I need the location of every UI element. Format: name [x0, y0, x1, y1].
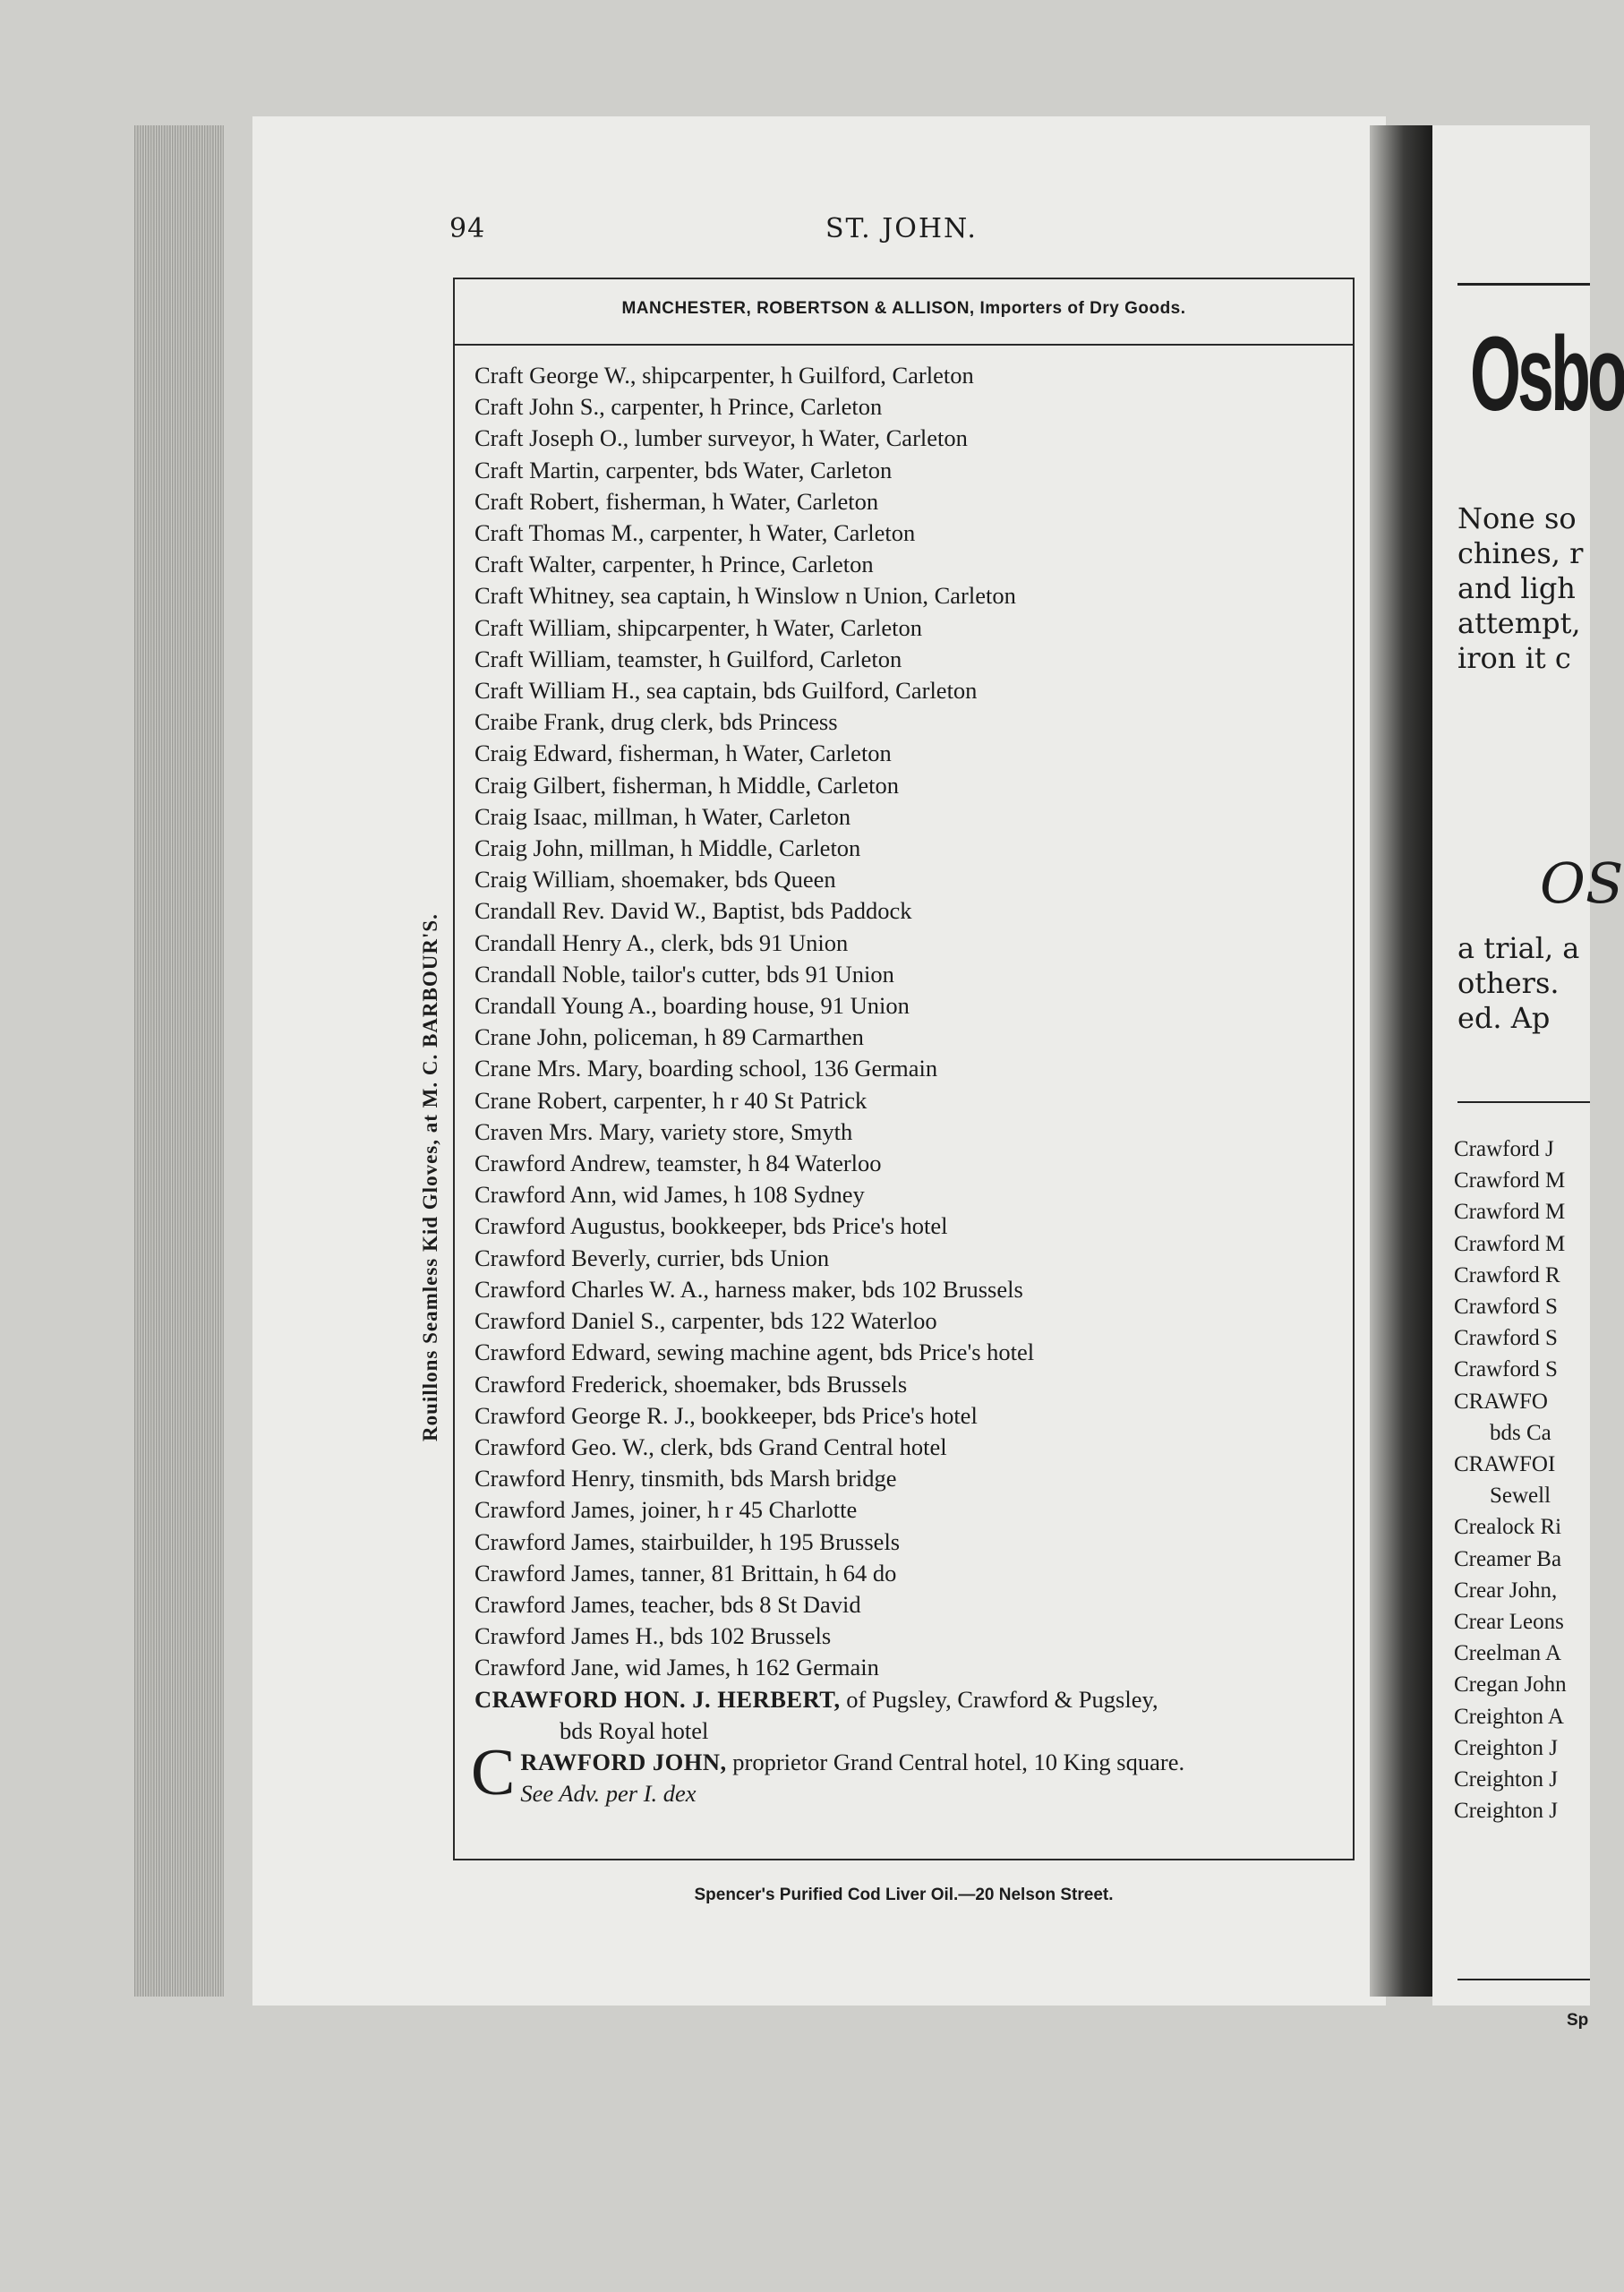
featured-listing-herbert [474, 1684, 1346, 1715]
right-listing-entry: Sewell [1490, 1484, 1551, 1509]
listing-entry: Craibe Frank, drug clerk, bds Princess [474, 708, 838, 736]
right-listing-entry: CRAWFO [1454, 1389, 1548, 1414]
listing-entry: Craft William, teamster, h Guilford, Carleton [474, 645, 902, 672]
right-listing-entry: Crawford R [1454, 1262, 1560, 1287]
listing-detail: of Pugsley, Crawford & Pugsley, [840, 1685, 1158, 1713]
right-listing-entry: Creighton A [1454, 1704, 1564, 1729]
right-listing-entry: Creelman A [1454, 1641, 1562, 1666]
listing-entry: Crandall Noble, tailor's cutter, bds 91 Union [474, 960, 894, 988]
directory-listings [471, 360, 1346, 1809]
listing-entry: Craig Isaac, millman, h Water, Carleton [474, 802, 851, 830]
listing-entry: Crawford Geo. W., clerk, bds Grand Central hotel [474, 1432, 947, 1460]
footer-advertisement: Spencer's Purified Cod Liver Oil.—20 Nelson Street. [694, 1886, 1114, 1904]
right-listing-entry: Crawford M [1454, 1231, 1566, 1256]
listing-entry: Craft William, shipcarpenter, h Water, Carleton [474, 613, 922, 641]
listing-entry: Crawford Daniel S., carpenter, bds 122 Waterloo [474, 1307, 937, 1335]
listing-entry: Crawford George R. J., bookkeeper, bds Price's hotel [474, 1401, 978, 1429]
listing-entry: Crawford James, teacher, bds 8 St David [474, 1590, 861, 1618]
right-ad-line: iron it c [1457, 641, 1571, 675]
listing-entry: Crawford James H., bds 102 Brussels [474, 1622, 832, 1650]
listing-entry: Crandall Rev. David W., Baptist, bds Paddock [474, 897, 912, 925]
top-advertisement: MANCHESTER, ROBERTSON & ALLISON, Importers of Dry Goods. [621, 299, 1186, 318]
listing-entry: Craft Robert, fisherman, h Water, Carleton [474, 487, 879, 515]
right-listing-entry: Crawford J [1454, 1137, 1554, 1161]
listing-entry: Craft William H., sea captain, bds Guilford, Carleton [474, 677, 978, 705]
listing-entry: Crandall Young A., boarding house, 91 Union [474, 992, 910, 1020]
listing-entry: Crawford James, stairbuilder, h 195 Brussels [474, 1527, 901, 1555]
right-listing-entry: Crear John, [1454, 1578, 1558, 1603]
listing-entry: Craig Gilbert, fisherman, h Middle, Carleton [474, 771, 899, 799]
right-listing-entry: Creighton J [1454, 1767, 1558, 1792]
listing-entry: Crawford Edward, sewing machine agent, bds Price's hotel [474, 1338, 1035, 1366]
listing-entry: Crawford Charles W. A., harness maker, bds 102 Brussels [474, 1275, 1023, 1303]
right-listing-entry: CRAWFOI [1454, 1452, 1556, 1477]
page-number: 94 [449, 213, 486, 244]
listing-entry: Crandall Henry A., clerk, bds 91 Union [474, 928, 849, 956]
right-ad-line: attempt, [1457, 606, 1581, 640]
right-page [1432, 125, 1624, 2030]
right-ad-line: None so [1457, 501, 1577, 535]
listing-entry: Crawford Andrew, teamster, h 84 Waterloo [474, 1150, 882, 1177]
right-listing-entry: Crawford S [1454, 1295, 1558, 1320]
right-footer: Sp [1567, 2011, 1589, 2030]
listing-entry: Craft Martin, carpenter, bds Water, Carleton [474, 456, 893, 483]
listing-entry: Craig Edward, fisherman, h Water, Carleton [474, 740, 892, 767]
listing-entry: Crawford James, tanner, 81 Brittain, h 64 do [474, 1559, 897, 1586]
right-listing-entry: Crealock Ri [1454, 1515, 1562, 1540]
running-head: ST. JOHN. [825, 213, 978, 244]
right-listing-entry: Crawford M [1454, 1200, 1566, 1225]
listing-entry: Crawford Beverly, currier, bds Union [474, 1244, 830, 1271]
right-listing-entry: Creighton J [1454, 1735, 1558, 1760]
listing-entry: Crawford Henry, tinsmith, bds Marsh bridge [474, 1465, 897, 1492]
right-listing-entry: Creamer Ba [1454, 1546, 1562, 1571]
right-ad-text-2 [1457, 931, 1579, 1036]
right-italic-heading: OS [1540, 851, 1624, 916]
listing-entry: Craft Thomas M., carpenter, h Water, Carleton [474, 519, 916, 547]
listing-entry: Crawford Jane, wid James, h 162 Germain [474, 1654, 879, 1681]
right-top-rule [1457, 283, 1590, 286]
listing-entry: Craft Joseph O., lumber surveyor, h Water, Carleton [474, 424, 968, 452]
right-listing-entry: Cregan John [1454, 1672, 1567, 1698]
right-ad-line: chines, r [1457, 536, 1584, 570]
listing-entry: Craft Walter, carpenter, h Prince, Carleton [474, 551, 874, 578]
listing-entry: Crawford Augustus, bookkeeper, bds Price's hotel [474, 1212, 948, 1240]
right-mid-rule [1457, 1101, 1590, 1103]
right-ad-line: a trial, a [1457, 931, 1580, 965]
right-ad-line: others. [1457, 966, 1560, 1000]
listing-entry: Crawford Ann, wid James, h 108 Sydney [474, 1181, 865, 1209]
right-listings [1454, 1133, 1567, 1826]
listing-entry: Craft Whitney, sea captain, h Winslow n Union, Carleton [474, 582, 1016, 610]
advert-note: See Adv. per I. dex [520, 1780, 697, 1808]
listing-entry: Craft George W., shipcarpenter, h Guilford, Carleton [474, 362, 974, 389]
listing-entry: Crawford Frederick, shoemaker, bds Brussels [474, 1370, 908, 1398]
right-bottom-rule [1457, 1979, 1590, 1980]
listing-entry: Craig William, shoemaker, bds Queen [474, 866, 836, 894]
listing-name: RAWFORD JOHN, [520, 1748, 727, 1775]
right-headline: Osbo [1470, 315, 1624, 433]
page-edges [134, 125, 224, 1997]
listing-entry: Crawford James, joiner, h r 45 Charlotte [474, 1496, 858, 1524]
listing-detail: proprietor Grand Central hotel, 10 King square. [726, 1748, 1185, 1775]
right-ad-line: and ligh [1457, 571, 1576, 605]
listing-continuation: bds Royal hotel [560, 1716, 709, 1744]
right-listing-entry: bds Ca [1490, 1420, 1551, 1445]
listing-entry: Craven Mrs. Mary, variety store, Smyth [474, 1117, 853, 1145]
top-rule [455, 344, 1353, 346]
drop-cap: C [471, 1735, 516, 1809]
listing-name: CRAWFORD HON. J. HERBERT, [474, 1685, 841, 1713]
directory-frame [453, 278, 1355, 1860]
right-ad-line: ed. Ap [1457, 1001, 1551, 1035]
listing-entry: Craft John S., carpenter, h Prince, Carleton [474, 393, 883, 421]
listing-entry: Crane Robert, carpenter, h r 40 St Patrick [474, 1086, 868, 1114]
listing-entry: Crane John, policeman, h 89 Carmarthen [474, 1023, 864, 1051]
listing-entry: Craig John, millman, h Middle, Carleton [474, 834, 861, 862]
right-ad-text [1457, 501, 1583, 676]
right-listing-entry: Crawford S [1454, 1326, 1558, 1351]
book-spine [1370, 125, 1432, 1997]
right-listing-entry: Crawford M [1454, 1168, 1566, 1193]
right-listing-entry: Crear Leons [1454, 1610, 1564, 1635]
listing-entry: Crane Mrs. Mary, boarding school, 136 Germain [474, 1055, 938, 1082]
side-advertisement: Rouillons Seamless Kid Gloves, at M. C. BARBOUR'S. [419, 913, 441, 1441]
right-listing-entry: Creighton J [1454, 1799, 1558, 1824]
right-listing-entry: Crawford S [1454, 1357, 1558, 1382]
